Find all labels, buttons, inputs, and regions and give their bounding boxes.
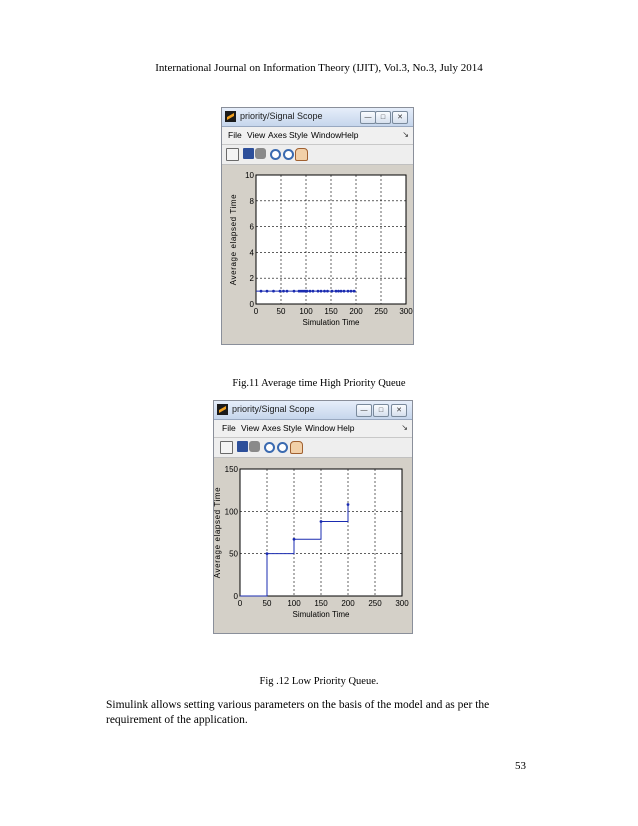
x-tick-label: 150: [314, 599, 328, 608]
y-tick-label: 50: [229, 549, 238, 559]
matlab-app-icon: [217, 404, 228, 415]
running-header: International Journal on Information Theory (IJIT), Vol.3, No.3, July 2014: [155, 62, 483, 74]
x-tick-label: 50: [276, 307, 286, 316]
y-tick-label: 100: [224, 507, 238, 517]
menu-axes[interactable]: Axes: [262, 423, 281, 433]
scope-title-bar[interactable]: [214, 401, 412, 420]
chart-high-priority: [222, 165, 413, 343]
x-tick-label: 200: [349, 307, 363, 316]
data-point: [293, 290, 296, 293]
data-point: [279, 290, 282, 293]
menu-help[interactable]: Help: [337, 423, 355, 433]
data-point: [293, 538, 296, 541]
x-tick-label: 100: [299, 307, 313, 316]
y-tick-label: 10: [245, 171, 254, 180]
menu-style[interactable]: Style: [289, 130, 308, 140]
y-tick-label: 150: [224, 465, 238, 474]
pan-icon[interactable]: [290, 441, 303, 454]
x-tick-label: 0: [237, 599, 243, 608]
data-point: [320, 290, 323, 293]
figure-12-caption: Fig .12 Low Priority Queue.: [259, 676, 379, 687]
print-icon[interactable]: [226, 148, 239, 161]
menu-window[interactable]: Window: [305, 423, 336, 433]
data-point: [331, 290, 334, 293]
print-preview-icon[interactable]: [249, 441, 260, 452]
maximize-button[interactable]: □: [373, 404, 389, 417]
data-point: [266, 552, 269, 555]
x-tick-label: 150: [324, 307, 338, 316]
maximize-button[interactable]: □: [375, 111, 391, 124]
menu-view[interactable]: View: [241, 423, 260, 433]
menu-file[interactable]: File: [228, 130, 242, 140]
x-tick-label: 300: [395, 599, 409, 608]
plot-area: [214, 458, 412, 633]
y-tick-label: 0: [233, 592, 238, 601]
chart-low-priority: [214, 458, 412, 632]
menu-axes[interactable]: Axes: [268, 130, 287, 140]
x-axis-label: Simulation Time: [302, 318, 360, 327]
menu-view[interactable]: View: [247, 130, 266, 140]
y-tick-label: 2: [249, 274, 254, 284]
zoom-in-icon[interactable]: [264, 442, 275, 453]
zoom-out-icon[interactable]: [283, 149, 294, 160]
data-point: [317, 290, 320, 293]
menu-window[interactable]: Window: [311, 130, 342, 140]
menu-bar: [214, 420, 412, 438]
dock-arrow-icon[interactable]: ↘: [402, 130, 409, 139]
data-point: [337, 290, 340, 293]
y-axis-label: Average elapsed Time: [229, 193, 238, 286]
print-preview-icon[interactable]: [255, 148, 266, 159]
y-tick-label: 6: [249, 222, 254, 232]
plot-area: [222, 165, 413, 344]
x-tick-label: 250: [374, 307, 388, 316]
y-tick-label: 0: [249, 300, 254, 309]
zoom-in-icon[interactable]: [270, 149, 281, 160]
print-icon[interactable]: [220, 441, 233, 454]
data-point: [309, 290, 312, 293]
y-tick-label: 4: [249, 248, 254, 258]
y-axis-label: Average elapsed Time: [213, 486, 222, 579]
zoom-out-icon[interactable]: [277, 442, 288, 453]
menu-file[interactable]: File: [222, 423, 236, 433]
close-button[interactable]: ✕: [392, 111, 408, 124]
data-point: [260, 290, 263, 293]
menu-style[interactable]: Style: [283, 423, 302, 433]
data-point: [312, 290, 315, 293]
data-point: [353, 290, 356, 293]
close-button[interactable]: ✕: [391, 404, 407, 417]
figure-11-caption: Fig.11 Average time High Priority Queue: [232, 378, 406, 389]
x-tick-label: 250: [368, 599, 382, 608]
data-point: [282, 290, 285, 293]
dock-arrow-icon[interactable]: ↘: [401, 423, 408, 432]
scope-window-title: priority/Signal Scope: [240, 111, 323, 121]
minimize-button[interactable]: —: [356, 404, 372, 417]
x-tick-label: 0: [253, 307, 259, 316]
toolbar: [214, 438, 412, 458]
data-point: [340, 290, 343, 293]
data-point: [335, 290, 338, 293]
data-point: [320, 520, 323, 523]
data-point: [306, 290, 309, 293]
data-point: [326, 290, 329, 293]
data-point: [266, 290, 269, 293]
x-tick-label: 100: [287, 599, 301, 608]
data-point: [286, 290, 289, 293]
data-point: [350, 290, 353, 293]
body-paragraph: Simulink allows setting various parameters on the basis of the model and as per the requirement of the application.: [106, 699, 490, 726]
scope-title-bar[interactable]: [222, 108, 413, 127]
scope-window-high-priority: [221, 107, 414, 345]
data-point: [347, 503, 350, 506]
data-point: [272, 290, 275, 293]
minimize-button[interactable]: —: [360, 111, 376, 124]
page-number: 53: [515, 760, 526, 772]
scope-window-low-priority: [213, 400, 413, 634]
scope-window-title: priority/Signal Scope: [232, 404, 315, 414]
x-axis-label: Simulation Time: [292, 610, 350, 619]
menu-bar: [222, 127, 413, 145]
x-tick-label: 300: [399, 307, 413, 316]
data-point: [347, 290, 350, 293]
x-tick-label: 200: [341, 599, 355, 608]
data-point: [343, 290, 346, 293]
toolbar: [222, 145, 413, 165]
y-tick-label: 8: [249, 196, 254, 206]
save-icon[interactable]: [243, 148, 254, 159]
menu-help[interactable]: Help: [341, 130, 359, 140]
matlab-app-icon: [225, 111, 236, 122]
x-tick-label: 50: [262, 599, 272, 608]
pan-icon[interactable]: [295, 148, 308, 161]
save-icon[interactable]: [237, 441, 248, 452]
data-point: [323, 290, 326, 293]
